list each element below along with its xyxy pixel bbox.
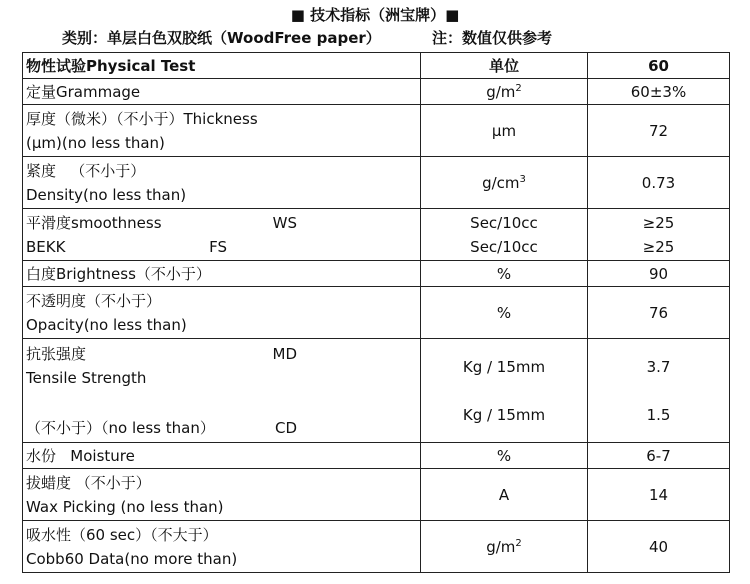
table-row-cobb bbox=[23, 521, 730, 573]
cobb-unit-base: g/m bbox=[486, 537, 516, 556]
moisture-value: 6-7 bbox=[588, 443, 730, 469]
smoothness-value bbox=[588, 209, 730, 261]
thickness-label bbox=[23, 105, 421, 157]
smoothness-value-fs: ≥25 bbox=[642, 237, 675, 256]
smoothness-unit-fs: Sec/10cc bbox=[470, 237, 538, 256]
note-label: 注：数值仅供参考 bbox=[432, 29, 553, 47]
smoothness-fs-code: FS bbox=[209, 237, 227, 256]
table-header-row bbox=[23, 53, 730, 79]
density-unit-base: g/cm bbox=[482, 173, 520, 192]
tensile-line1-label: 抗张强度 bbox=[26, 344, 87, 363]
opacity-label bbox=[23, 287, 421, 339]
opacity-line2: Opacity(no less than) bbox=[26, 315, 187, 334]
cobb-unit-sup: 2 bbox=[515, 537, 522, 549]
table-row-wax bbox=[23, 469, 730, 521]
table-row-opacity bbox=[23, 287, 730, 339]
table-row-density bbox=[23, 157, 730, 209]
smoothness-line1 bbox=[26, 211, 417, 235]
smoothness-line2 bbox=[26, 235, 417, 259]
tensile-value bbox=[588, 339, 730, 443]
grammage-value: 60±3% bbox=[588, 79, 730, 105]
cobb-line1: 吸水性（60 sec）（不大于） bbox=[26, 525, 218, 544]
table-row-grammage bbox=[23, 79, 730, 105]
thickness-value: 72 bbox=[588, 105, 730, 157]
thickness-unit: μm bbox=[421, 105, 588, 157]
wax-value: 14 bbox=[588, 469, 730, 521]
density-line1: 紧度 （不小于） bbox=[26, 161, 146, 180]
page-title: ■ 技术指标（洲宝牌）■ bbox=[290, 6, 460, 24]
grammage-unit bbox=[421, 79, 588, 105]
brightness-label: 白度Brightness（不小于） bbox=[23, 261, 421, 287]
smoothness-ws-code: WS bbox=[272, 213, 297, 232]
density-unit bbox=[421, 157, 588, 209]
header-property: 物性试验Physical Test bbox=[23, 53, 421, 79]
subtitle-bar bbox=[0, 27, 750, 49]
tensile-value-spacer bbox=[591, 379, 726, 403]
opacity-line1: 不透明度（不小于） bbox=[26, 291, 162, 310]
density-line2: Density(no less than) bbox=[26, 185, 187, 204]
cobb-label bbox=[23, 521, 421, 573]
spec-table bbox=[22, 52, 730, 573]
tensile-md-code: MD bbox=[272, 344, 297, 363]
brightness-value: 90 bbox=[588, 261, 730, 287]
wax-label bbox=[23, 469, 421, 521]
table-row-brightness bbox=[23, 261, 730, 287]
smoothness-label bbox=[23, 209, 421, 261]
tensile-value-cd: 1.5 bbox=[646, 405, 671, 424]
smoothness-value-ws: ≥25 bbox=[642, 213, 675, 232]
cobb-line2: Cobb60 Data(no more than) bbox=[26, 549, 238, 568]
tensile-line2: Tensile Strength bbox=[26, 368, 147, 387]
density-label bbox=[23, 157, 421, 209]
smoothness-line2-label: BEKK bbox=[26, 237, 66, 256]
brightness-unit: % bbox=[421, 261, 588, 287]
grammage-label: 定量Grammage bbox=[23, 79, 421, 105]
tensile-unit-md: Kg / 15mm bbox=[462, 357, 546, 376]
smoothness-line1-label: 平滑度smoothness bbox=[26, 213, 162, 232]
tensile-unit bbox=[421, 339, 588, 443]
cobb-unit bbox=[421, 521, 588, 573]
density-unit-sup: 3 bbox=[519, 173, 526, 185]
opacity-unit: % bbox=[421, 287, 588, 339]
density-value: 0.73 bbox=[588, 157, 730, 209]
cobb-value: 40 bbox=[588, 521, 730, 573]
tensile-line3 bbox=[26, 416, 417, 440]
smoothness-unit bbox=[421, 209, 588, 261]
smoothness-unit-ws: Sec/10cc bbox=[470, 213, 538, 232]
grammage-unit-base: g/m bbox=[486, 82, 516, 101]
tensile-unit-spacer bbox=[424, 379, 584, 403]
opacity-value: 76 bbox=[588, 287, 730, 339]
tensile-spacer bbox=[26, 390, 417, 416]
thickness-line1: 厚度（微米）（不小于）Thickness bbox=[26, 109, 258, 128]
table-row-tensile bbox=[23, 339, 730, 443]
tensile-cd-code: CD bbox=[274, 418, 297, 437]
table-row-moisture bbox=[23, 443, 730, 469]
tensile-value-md: 3.7 bbox=[646, 357, 671, 376]
grammage-unit-sup: 2 bbox=[515, 82, 522, 94]
tensile-label bbox=[23, 339, 421, 443]
table-row-smoothness bbox=[23, 209, 730, 261]
wax-line2: Wax Picking (no less than) bbox=[26, 497, 224, 516]
header-unit: 单位 bbox=[421, 53, 588, 79]
tensile-line1 bbox=[26, 342, 417, 366]
header-value: 60 bbox=[588, 53, 730, 79]
table-row-thickness bbox=[23, 105, 730, 157]
moisture-unit: % bbox=[421, 443, 588, 469]
wax-unit: A bbox=[421, 469, 588, 521]
tensile-unit-cd: Kg / 15mm bbox=[462, 405, 546, 424]
tensile-line3-label: （不小于）（no less than） bbox=[26, 418, 215, 437]
category-label: 类别：单层白色双胶纸（WoodFree paper） bbox=[62, 29, 381, 47]
thickness-line2: (μm)(no less than) bbox=[26, 133, 165, 152]
moisture-label: 水份 Moisture bbox=[23, 443, 421, 469]
wax-line1: 拔蜡度 （不小于） bbox=[26, 473, 151, 492]
